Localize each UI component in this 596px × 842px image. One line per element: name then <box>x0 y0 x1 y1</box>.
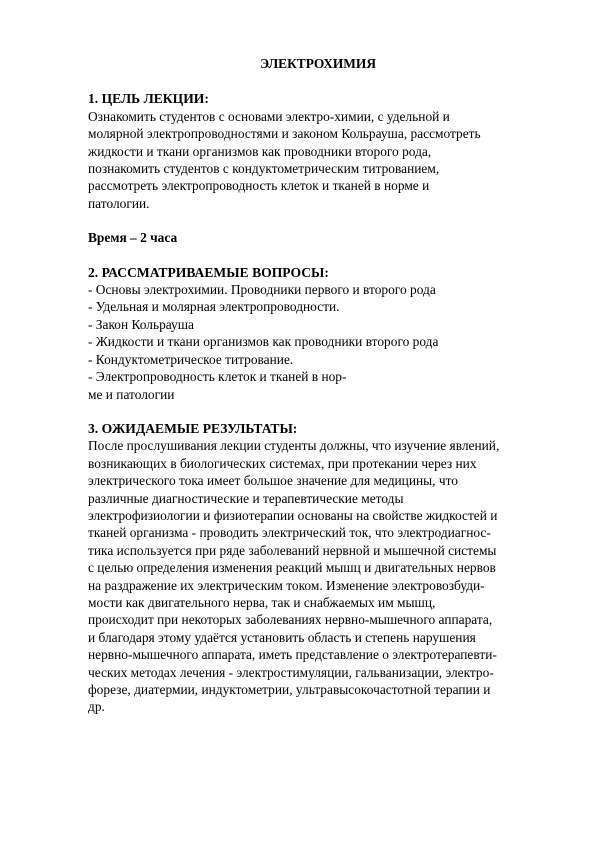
section-3-line: др. <box>88 699 105 715</box>
section-1-line: познакомить студентов с кондуктометрическим титрованием, <box>88 161 440 177</box>
section-3-line: и благодаря этому удаётся установить область и степень нарушения <box>88 629 476 645</box>
section-3-line: форезе, диатермии, индуктометрии, ультравысокочастотной терапии и <box>88 682 491 697</box>
list-item: ме и патологии <box>88 386 175 402</box>
list-item: - Удельная и молярная электропроводности. <box>88 299 340 315</box>
section-3-line: электрического тока имеет большое значение для медицины, что <box>88 473 458 489</box>
list-item: - Закон Кольрауша <box>88 316 194 332</box>
section-3-line: мости как двигательного нерва, так и снабжаемых им мышц, <box>88 594 436 610</box>
section-3-line: После прослушивания лекции студенты должны, что изучение явлений, <box>88 438 500 454</box>
section-1-heading: 1. ЦЕЛЬ ЛЕКЦИИ: <box>88 91 209 107</box>
section-3-heading: 3. ОЖИДАЕМЫЕ РЕЗУЛЬТАТЫ: <box>88 420 298 436</box>
section-3-line: ческих методах лечения - электростимуляции, гальванизации, электро- <box>88 664 494 680</box>
section-3-line: нервно-мышечного аппарата, иметь представление о электротерапевти- <box>88 647 497 663</box>
section-2-heading: 2. РАССМАТРИВАЕМЫЕ ВОПРОСЫ: <box>88 264 329 280</box>
spacer <box>88 403 528 420</box>
section-1-line: молярной электропроводностями и законом Кольрауша, рассмотреть <box>88 126 481 142</box>
topics-list <box>88 281 528 403</box>
section-1-line: рассмотреть электропроводность клеток и тканей в норме и <box>88 178 430 194</box>
section-1-line: патологии. <box>88 195 150 211</box>
section-3-body <box>88 437 528 716</box>
section-1-body <box>88 108 528 212</box>
list-item: - Кондуктометрическое титрование. <box>88 351 294 367</box>
section-3-line: тика используется при ряде заболеваний нервной и мышечной системы <box>88 542 497 558</box>
document-title: ЭЛЕКТРОХИМИЯ <box>259 56 377 71</box>
section-3-line: с целью определения изменения реакций мышц и двигательных нервов <box>88 560 496 576</box>
section-3-line: возникающих в биологических системах, при протекании через них <box>88 455 477 471</box>
section-1-line: жидкости и ткани организмов как проводники второго рода, <box>88 143 432 159</box>
document-page <box>88 55 528 716</box>
list-item: - Электропроводность клеток и тканей в нор- <box>88 369 347 385</box>
section-3-line: тканей организма - проводить электрический ток, что электродиагнос- <box>88 525 491 541</box>
section-3-line: на раздражение их электрическим током. Изменение электровозбуди- <box>88 577 485 593</box>
section-3-line: происходит при некоторых заболеваниях нервно-мышечного аппарата, <box>88 612 493 628</box>
list-item: - Жидкости и ткани организмов как проводники второго рода <box>88 334 439 350</box>
lecture-duration: Время – 2 часа <box>88 230 178 246</box>
section-3-line: различные диагностические и терапевтические методы <box>88 490 404 506</box>
list-item: - Основы электрохимии. Проводники первого и второго рода <box>88 282 436 298</box>
section-3-line: электрофизиологии и физиотерапии основаны на свойстве жидкостей и <box>88 507 498 523</box>
section-1-line: Ознакомить студентов с основами электро-химии, с удельной и <box>88 108 450 124</box>
